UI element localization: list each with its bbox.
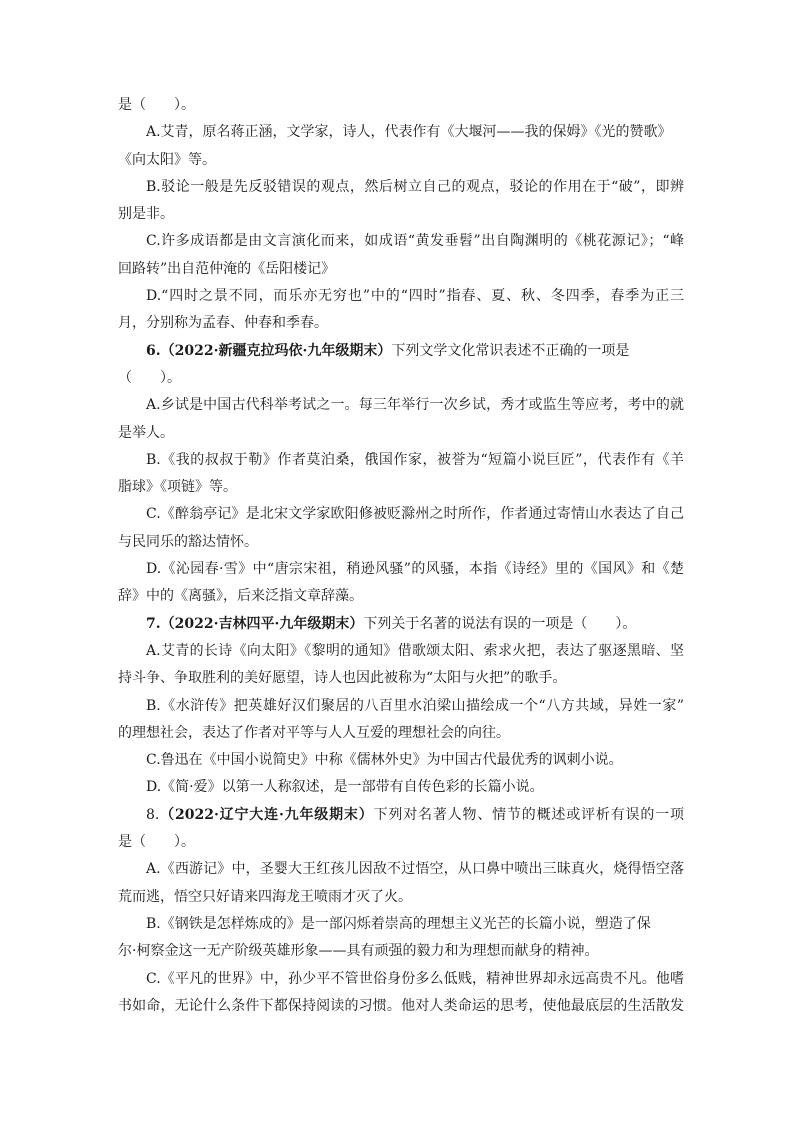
text-line	[118, 556, 684, 583]
text-line	[118, 529, 684, 556]
question-source: （2022·新疆克拉玛依·九年级期末）	[160, 342, 392, 359]
text-segment: D.《简·爱》以第一人称叙述，是一部带有自传色彩的长篇小说。	[146, 779, 544, 796]
text-line	[118, 993, 684, 1020]
text-segment: 持斗争、争取胜利的美好愿望，诗人也因此被称为“太阳与火把”的歌手。	[118, 670, 567, 687]
text-segment: 月，分别称为孟春、仲春和季春。	[118, 315, 328, 332]
text-segment: 8.	[146, 806, 160, 823]
text-segment: C.许多成语都是由文言演化而来，如成语“黄发垂髫”出自陶渊明的《桃花源记》；“峰	[146, 233, 684, 250]
text-segment: 书如命，无论什么条件下都保持阅读的习惯。他对人类命运的思考，使他最底层的生活散发	[118, 997, 684, 1014]
text-line	[118, 829, 684, 856]
text-segment: 尔·柯察金这一无产阶级英雄形象——具有顽强的毅力和为理想而献身的精神。	[118, 943, 599, 960]
text-segment: 荒而逃，悟空只好请来四海龙王喷雨才灭了火。	[118, 888, 412, 905]
text-segment: 的理想社会，表达了作者对平等与人人互爱的理想社会的向往。	[118, 724, 510, 741]
text-line	[118, 583, 684, 610]
text-segment: 是举人。	[118, 424, 174, 441]
question-source: 6.	[146, 342, 161, 359]
text-line	[118, 256, 684, 283]
text-segment: 下列关于名著的说法有误的一项是（ ）。	[363, 615, 637, 632]
text-line	[118, 884, 684, 911]
text-segment: D.《沁园春·雪》中“唐宗宋祖，稍逊风骚”的风骚，本指《诗经》里的《国风》和《楚	[146, 561, 684, 578]
text-line	[118, 392, 684, 419]
text-segment: 是（ ）。	[118, 834, 195, 851]
text-line	[118, 856, 684, 883]
text-line	[118, 802, 684, 829]
text-line	[118, 147, 684, 174]
text-line	[118, 911, 684, 938]
text-line	[118, 338, 684, 365]
text-line	[118, 938, 684, 965]
text-segment: 下列文学文化常识表述不正确的一项是	[391, 342, 630, 359]
question-source: （2022·辽宁大连·九年级期末）	[159, 806, 374, 823]
text-segment: C.《醉翁亭记》是北宋文学家欧阳修被贬滁州之时所作，作者通过寄情山水表达了自己	[146, 506, 684, 523]
question-source: 7.	[146, 615, 161, 632]
text-segment: 是（ ）。	[118, 97, 195, 113]
text-segment: 辞》中的《离骚》，后来泛指文章辞藻。	[118, 588, 363, 605]
text-segment: 脂球》《项链》等。	[118, 479, 237, 496]
text-segment: B.驳论一般是先反驳错误的观点，然后树立自己的观点，驳论的作用在于“破”，即辨	[146, 178, 684, 195]
text-line	[118, 283, 684, 310]
text-segment: D.“四时之景不同，而乐亦无穷也”中的“四时”指春、夏、秋、冬四季，春季为正三	[146, 288, 684, 305]
text-line	[118, 474, 684, 501]
text-line	[118, 92, 684, 119]
text-line	[118, 365, 684, 392]
text-line	[118, 720, 684, 747]
text-segment: A.艾青的长诗《向太阳》《黎明的通知》借歌颂太阳、索求火把，表达了驱逐黑暗、坚	[146, 642, 684, 659]
text-line	[118, 174, 684, 201]
text-segment: C.鲁迅在《中国小说简史》中称《儒林外史》为中国古代最优秀的讽刺小说。	[146, 752, 623, 769]
text-segment: 《向太阳》等。	[118, 151, 216, 168]
text-line	[118, 747, 684, 774]
text-line	[118, 228, 684, 255]
text-line	[118, 201, 684, 228]
text-line	[118, 665, 684, 692]
text-segment: A.艾青，原名蒋正涵，文学家，诗人，代表作有《大堰河——我的保姆》《光的赞歌》	[146, 124, 672, 141]
text-line	[118, 611, 684, 638]
text-segment: B.《我的叔叔于勒》作者莫泊桑，俄国作家，被誉为“短篇小说巨匠”，代表作有《羊	[146, 451, 684, 468]
text-segment: 与民同乐的豁达情怀。	[118, 533, 258, 550]
text-segment: A.乡试是中国古代科举考试之一。每三年举行一次乡试，秀才或监生等应考，考中的就	[146, 397, 684, 414]
text-segment: B.《钢铁是怎样炼成的》是一部闪烁着崇高的理想主义光芒的长篇小说，塑造了保	[146, 915, 651, 932]
text-segment: C.《平凡的世界》中，孙少平不管世俗身份多么低贱，精神世界却永远高贵不凡。他嗜	[146, 970, 684, 987]
text-line	[118, 774, 684, 801]
text-segment: （ ）。	[118, 369, 181, 386]
text-segment: A.《西游记》中，圣婴大王红孩儿因敌不过悟空，从口鼻中喷出三昧真火，烧得悟空落	[146, 861, 684, 878]
text-segment: B.《水浒传》把英雄好汉们聚居的八百里水泊梁山描绘成一个“八方共域，异姓一家”	[146, 697, 684, 714]
text-line	[118, 310, 684, 337]
question-source: （2022·吉林四平·九年级期末）	[160, 615, 364, 632]
text-segment: 下列对名著人物、情节的概述或评析有误的一项	[373, 806, 685, 823]
text-line	[118, 447, 684, 474]
text-segment: 别是非。	[118, 206, 174, 223]
text-line	[118, 966, 684, 993]
text-line	[118, 638, 684, 665]
text-line	[118, 420, 684, 447]
document-page	[118, 92, 684, 1020]
text-line	[118, 501, 684, 528]
text-segment: 回路转”出自范仲淹的《岳阳楼记》	[118, 260, 336, 277]
text-line	[118, 119, 684, 146]
text-line	[118, 693, 684, 720]
